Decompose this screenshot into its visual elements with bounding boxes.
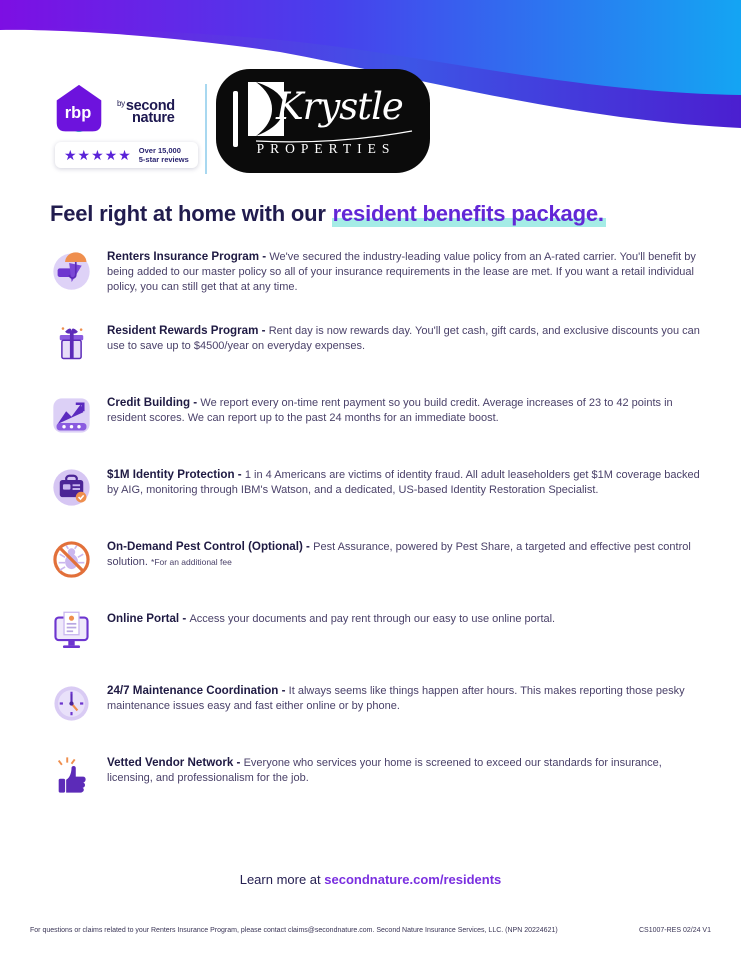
benefit-body: It always seems like things happen after hours. This makes reporting those pesky maintenance issues easy and fast either online or by phone. [107,685,685,713]
benefit-body: Pest Assurance, powered by Pest Share, a targeted and effective pest control solution. [107,541,691,569]
benefits-list [48,246,714,799]
footer-legal-text: For questions or claims related to your Renters Insurance Program, please contact claims@secondnature.com. Second Nature Insurance Services, LLC. (NPN 20224621) [30,927,558,934]
reviews-text: Over 15,000 5-star reviews [138,146,189,164]
benefit-title: On-Demand Pest Control (Optional) - [107,540,314,554]
krystle-subtitle: PROPERTIES [256,141,396,156]
list-item [48,608,714,655]
benefit-title: Vetted Vendor Network - [107,756,244,770]
krystle-k-bar [233,91,238,147]
svg-text:rbp: rbp [64,103,92,122]
benefit-title: Credit Building - [107,396,201,410]
krystle-properties-logo [216,69,430,173]
benefit-body: 1 in 4 Americans are victims of identity fraud. All adult leaseholders get $1M coverage backed by AIG, monitoring through IBM's Watson, and a dedicated, US-based Identity Restoration Specialist. [107,469,700,497]
online-portal-icon [48,608,95,655]
page-title: Feel right at home with our resident benefits package. [50,201,604,226]
learn-more-line: Learn more at secondnature.com/residents [239,872,502,887]
rbp-logo-block [48,80,198,142]
footer-document-code: CS1007-RES 02/24 V1 [639,927,711,934]
reviews-badge [55,142,198,168]
rbp-badge-icon [48,80,110,142]
list-item [48,246,714,295]
credit-chart-icon [48,392,95,439]
clock-icon [48,680,95,727]
krystle-name: Krystle [276,85,403,128]
list-item [48,320,714,367]
benefit-title: Resident Rewards Program - [107,324,269,338]
highlighted-title-text: resident benefits package. [332,201,604,226]
residents-url-link[interactable]: secondnature.com/residents [324,872,502,887]
benefit-body: Everyone who services your home is screened to exceed our standards for insurance, licensing, and professionalism for the job. [107,757,662,785]
list-item [48,752,714,799]
gift-icon [48,320,95,367]
second-nature-wordmark: $^{by}$second nature [117,98,175,126]
benefit-title: 24/7 Maintenance Coordination - [107,684,289,698]
benefit-body: Rent day is now rewards day. You'll get cash, gift cards, and exclusive discounts you can use to save up to $4500/year on everyday expenses. [107,325,700,353]
benefit-note: *For an additional fee [151,557,232,568]
umbrella-house-icon [48,246,95,293]
no-pest-icon [48,536,95,583]
list-item [48,392,714,439]
benefit-body: We've secured the industry-leading value policy from an A-rated carrier. You'll benefit by being added to our master policy so all of your insurance requirements in the lease are met. If you want a retail individual policy, you can still get that at any time. [107,251,696,294]
benefit-title: $1M Identity Protection - [107,468,245,482]
id-badge-icon [48,464,95,511]
benefit-body: We report every on-time rent payment so you build credit. Average increases of 23 to 42 points in resident scores. We can report up to the past 24 months for an immediate boost. [107,397,673,425]
five-stars-icon: ★★★★★ [64,147,132,163]
logo-divider [205,84,207,174]
thumbs-up-icon [48,752,95,799]
list-item [48,680,714,727]
list-item [48,536,714,583]
benefit-title: Renters Insurance Program - [107,250,270,263]
list-item [48,464,714,511]
benefit-body: Access your documents and pay rent through our easy to use online portal. [189,613,556,626]
footer [30,927,711,934]
benefit-title: Online Portal - [107,612,190,626]
